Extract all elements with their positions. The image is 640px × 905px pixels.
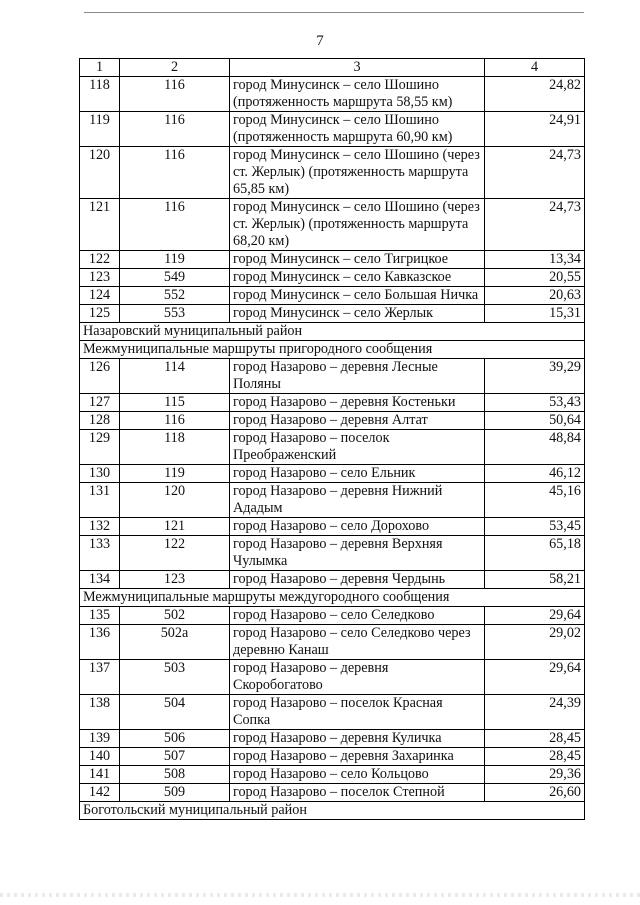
- route-number-cell: 508: [120, 766, 230, 784]
- row-number-cell: 133: [80, 536, 120, 571]
- distance-cell: 24,39: [485, 695, 585, 730]
- distance-cell: 29,64: [485, 607, 585, 625]
- distance-cell: 15,31: [485, 305, 585, 323]
- distance-cell: 28,45: [485, 748, 585, 766]
- route-name-cell: город Назарово – поселок Степной: [230, 784, 485, 802]
- row-number-cell: 125: [80, 305, 120, 323]
- distance-cell: 50,64: [485, 412, 585, 430]
- row-number-cell: 141: [80, 766, 120, 784]
- column-header-4: 4: [485, 59, 585, 77]
- row-number-cell: 128: [80, 412, 120, 430]
- distance-cell: 29,02: [485, 625, 585, 660]
- row-number-cell: 131: [80, 483, 120, 518]
- route-number-cell: 502: [120, 607, 230, 625]
- distance-cell: 20,63: [485, 287, 585, 305]
- row-number-cell: 142: [80, 784, 120, 802]
- route-name-cell: город Назарово – деревня Куличка: [230, 730, 485, 748]
- table-row: [80, 748, 585, 766]
- scan-artifact-line: [0, 893, 640, 897]
- table-row: [80, 518, 585, 536]
- route-number-cell: 118: [120, 430, 230, 465]
- table-row: [80, 359, 585, 394]
- route-name-cell: город Минусинск – село Тигрицкое: [230, 251, 485, 269]
- distance-cell: 39,29: [485, 359, 585, 394]
- route-name-cell: город Назарово – деревня Верхняя Чулымка: [230, 536, 485, 571]
- table-row: [80, 536, 585, 571]
- route-number-cell: 115: [120, 394, 230, 412]
- route-number-cell: 116: [120, 199, 230, 251]
- row-number-cell: 123: [80, 269, 120, 287]
- table-row: [80, 571, 585, 589]
- route-name-cell: город Назарово – село Ельник: [230, 465, 485, 483]
- route-number-cell: 549: [120, 269, 230, 287]
- route-name-cell: город Минусинск – село Шошино (протяженность маршрута 60,90 км): [230, 112, 485, 147]
- route-number-cell: 507: [120, 748, 230, 766]
- distance-cell: 48,84: [485, 430, 585, 465]
- table-row: [80, 784, 585, 802]
- row-number-cell: 130: [80, 465, 120, 483]
- route-name-cell: город Минусинск – село Жерлык: [230, 305, 485, 323]
- distance-cell: 45,16: [485, 483, 585, 518]
- table-row: [80, 305, 585, 323]
- table-row: [80, 483, 585, 518]
- route-name-cell: город Назарово – село Кольцово: [230, 766, 485, 784]
- distance-cell: 20,55: [485, 269, 585, 287]
- route-name-cell: город Минусинск – село Шошино (протяженность маршрута 58,55 км): [230, 77, 485, 112]
- distance-cell: 53,43: [485, 394, 585, 412]
- row-number-cell: 134: [80, 571, 120, 589]
- row-number-cell: 121: [80, 199, 120, 251]
- route-name-cell: город Назарово – поселок Преображенский: [230, 430, 485, 465]
- route-number-cell: 553: [120, 305, 230, 323]
- row-number-cell: 129: [80, 430, 120, 465]
- row-number-cell: 136: [80, 625, 120, 660]
- route-name-cell: город Назарово – село Селедково через деревню Канаш: [230, 625, 485, 660]
- section-row: [80, 589, 585, 607]
- table-row: [80, 77, 585, 112]
- route-number-cell: 503: [120, 660, 230, 695]
- table-row: [80, 695, 585, 730]
- route-number-cell: 119: [120, 465, 230, 483]
- distance-cell: 24,73: [485, 147, 585, 199]
- route-name-cell: город Минусинск – село Шошино (через ст. Жерлык) (протяженность маршрута 68,20 км): [230, 199, 485, 251]
- section-title: Межмуниципальные маршруты междугородного сообщения: [80, 589, 585, 607]
- route-name-cell: город Назарово – деревня Нижний Ададым: [230, 483, 485, 518]
- route-name-cell: город Назарово – деревня Алтат: [230, 412, 485, 430]
- table-row: [80, 465, 585, 483]
- route-name-cell: город Назарово – поселок Красная Сопка: [230, 695, 485, 730]
- route-name-cell: город Назарово – деревня Скоробогатово: [230, 660, 485, 695]
- row-number-cell: 140: [80, 748, 120, 766]
- row-number-cell: 132: [80, 518, 120, 536]
- page-number: 7: [316, 33, 324, 49]
- distance-cell: 29,64: [485, 660, 585, 695]
- distance-cell: 13,34: [485, 251, 585, 269]
- section-title: Межмуниципальные маршруты пригородного сообщения: [80, 341, 585, 359]
- row-number-cell: 135: [80, 607, 120, 625]
- route-number-cell: 122: [120, 536, 230, 571]
- table-row: [80, 412, 585, 430]
- distance-cell: 24,91: [485, 112, 585, 147]
- section-row: [80, 802, 585, 820]
- distance-cell: 24,82: [485, 77, 585, 112]
- table-row: [80, 394, 585, 412]
- table-row: [80, 199, 585, 251]
- distance-cell: 29,36: [485, 766, 585, 784]
- route-name-cell: город Назарово – деревня Захаринка: [230, 748, 485, 766]
- route-number-cell: 123: [120, 571, 230, 589]
- column-header-1: 1: [80, 59, 120, 77]
- route-number-cell: 552: [120, 287, 230, 305]
- table-row: [80, 730, 585, 748]
- distance-cell: 28,45: [485, 730, 585, 748]
- table-row: [80, 625, 585, 660]
- route-number-cell: 509: [120, 784, 230, 802]
- table-row: [80, 660, 585, 695]
- route-number-cell: 116: [120, 112, 230, 147]
- route-name-cell: город Минусинск – село Большая Ничка: [230, 287, 485, 305]
- table-row: [80, 607, 585, 625]
- routes-table: [79, 58, 585, 820]
- row-number-cell: 120: [80, 147, 120, 199]
- route-name-cell: город Назарово – деревня Чердынь: [230, 571, 485, 589]
- route-number-cell: 506: [120, 730, 230, 748]
- row-number-cell: 127: [80, 394, 120, 412]
- row-number-cell: 139: [80, 730, 120, 748]
- section-title: Назаровский муниципальный район: [80, 323, 585, 341]
- table-header-row: [80, 59, 585, 77]
- route-number-cell: 116: [120, 412, 230, 430]
- route-number-cell: 119: [120, 251, 230, 269]
- table-row: [80, 112, 585, 147]
- route-name-cell: город Назарово – село Селедково: [230, 607, 485, 625]
- row-number-cell: 119: [80, 112, 120, 147]
- section-row: [80, 341, 585, 359]
- distance-cell: 26,60: [485, 784, 585, 802]
- route-number-cell: 114: [120, 359, 230, 394]
- row-number-cell: 124: [80, 287, 120, 305]
- route-number-cell: 116: [120, 147, 230, 199]
- route-name-cell: город Назарово – село Дорохово: [230, 518, 485, 536]
- table-row: [80, 766, 585, 784]
- route-number-cell: 504: [120, 695, 230, 730]
- top-rule: [84, 12, 584, 13]
- distance-cell: 65,18: [485, 536, 585, 571]
- row-number-cell: 118: [80, 77, 120, 112]
- routes-table-body: [80, 59, 585, 820]
- route-number-cell: 120: [120, 483, 230, 518]
- table-row: [80, 430, 585, 465]
- row-number-cell: 137: [80, 660, 120, 695]
- column-header-3: 3: [230, 59, 485, 77]
- row-number-cell: 122: [80, 251, 120, 269]
- distance-cell: 46,12: [485, 465, 585, 483]
- route-name-cell: город Назарово – деревня Лесные Поляны: [230, 359, 485, 394]
- row-number-cell: 138: [80, 695, 120, 730]
- section-title: Боготольский муниципальный район: [80, 802, 585, 820]
- route-number-cell: 121: [120, 518, 230, 536]
- section-row: [80, 323, 585, 341]
- route-name-cell: город Минусинск – село Шошино (через ст. Жерлык) (протяженность маршрута 65,85 км): [230, 147, 485, 199]
- column-header-2: 2: [120, 59, 230, 77]
- route-name-cell: город Назарово – деревня Костеньки: [230, 394, 485, 412]
- distance-cell: 53,45: [485, 518, 585, 536]
- row-number-cell: 126: [80, 359, 120, 394]
- route-name-cell: город Минусинск – село Кавказское: [230, 269, 485, 287]
- route-number-cell: 502а: [120, 625, 230, 660]
- table-row: [80, 147, 585, 199]
- table-row: [80, 287, 585, 305]
- table-row: [80, 269, 585, 287]
- route-number-cell: 116: [120, 77, 230, 112]
- distance-cell: 58,21: [485, 571, 585, 589]
- distance-cell: 24,73: [485, 199, 585, 251]
- table-row: [80, 251, 585, 269]
